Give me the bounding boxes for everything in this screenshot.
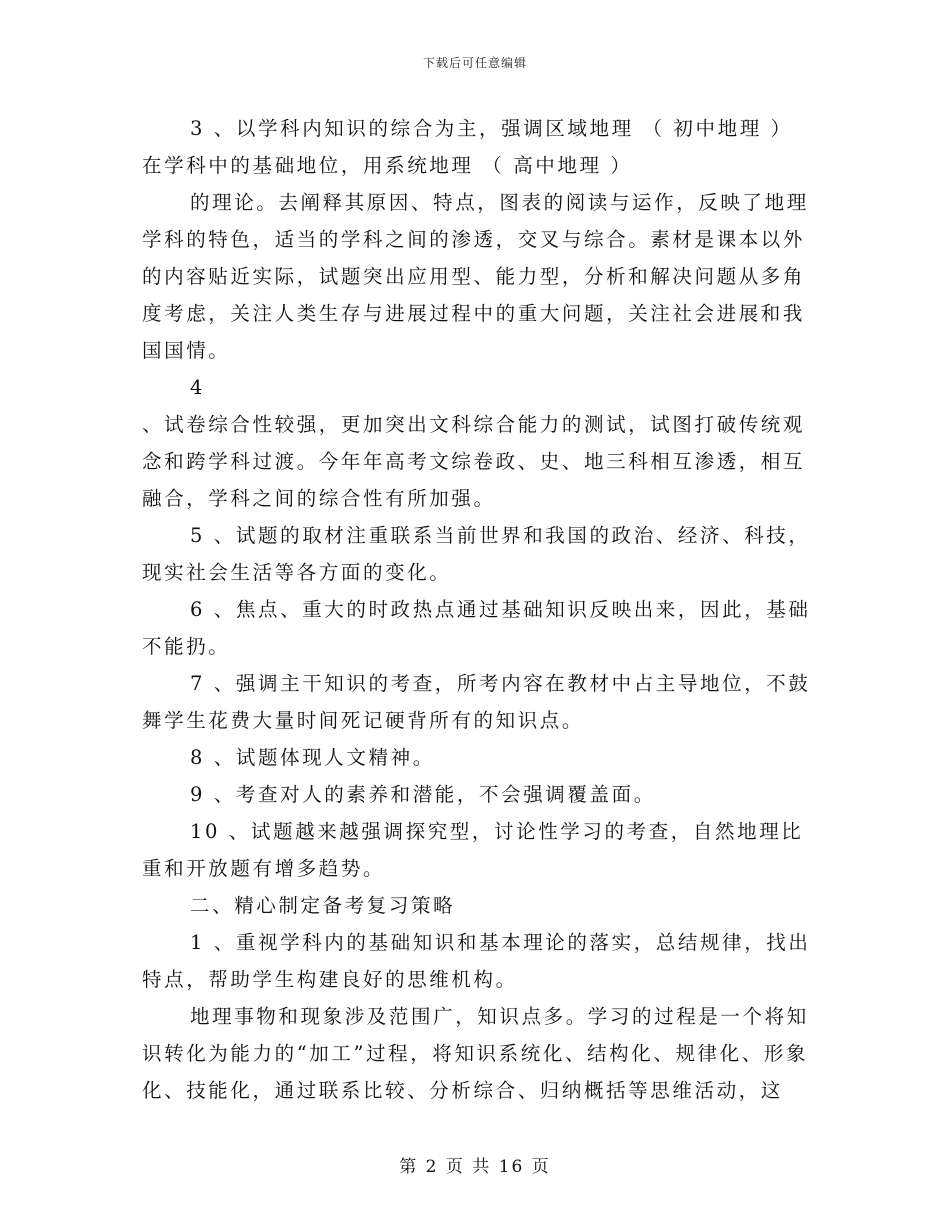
paragraph-8: 8 、试题体现人文精神。 <box>190 746 435 769</box>
paragraph-7: 7 、强调主干知识的考查，所考内容在教材中占主导地位，不鼓舞学生花费大量时间死记硬背所有的知识点。 <box>142 672 811 732</box>
document-body <box>142 110 814 1109</box>
paragraph-3: 4 <box>190 376 206 399</box>
paragraph-12: 1 、重视学科内的基础知识和基本理论的落实，总结规律，找出特点，帮助学生构建良好的思维机构。 <box>142 931 811 991</box>
paragraph-4: 、试卷综合性较强，更加突出文科综合能力的测试，试图打破传统观念和跨学科过渡。今年年高考文综卷政、史、地三科相互渗透，相互融合，学科之间的综合性有所加强。 <box>142 413 806 510</box>
paragraph-2: 的理论。去阐释其原因、特点，图表的阅读与运作，反映了地理学科的特色，适当的学科之间的渗透，交叉与综合。素材是课本以外的内容贴近实际，试题突出应用型、能力型，分析和解决问题从多角度考虑，关注人类生存与进展过程中的重大问题，关注社会进展和我国国情。 <box>142 191 809 362</box>
paragraph-5: 5 、试题的取材注重联系当前世界和我国的政治、经济、科技，现实社会生活等各方面的变化。 <box>142 524 811 584</box>
paragraph-6: 6 、焦点、重大的时政热点通过基础知识反映出来，因此，基础不能扔。 <box>142 598 811 658</box>
page-header-note: 下载后可任意编辑 <box>422 56 527 70</box>
paragraph-1: 3 、以学科内知识的综合为主，强调区域地理 （ 初中地理 ） 在学科中的基础地位，用系统地理 （ 高中地理 ） <box>142 117 802 177</box>
page-number: 第 2 页 共 16 页 <box>399 1157 551 1177</box>
section-heading: 二、精心制定备考复习策略 <box>190 894 456 917</box>
paragraph-9: 9 、考查对人的素养和潜能，不会强调覆盖面。 <box>190 783 656 806</box>
paragraph-13: 地理事物和现象涉及范围广，知识点多。学习的过程是一个将知识转化为能力的“加工”过程，将知识系统化、结构化、规律化、形象化、技能化，通过联系比较、分析综合、归纳概括等思维活动，这 <box>142 1005 809 1102</box>
paragraph-10: 10 、试题越来越强调探究型，讨论性学习的考查，自然地理比重和开放题有增多趋势。 <box>142 820 804 880</box>
